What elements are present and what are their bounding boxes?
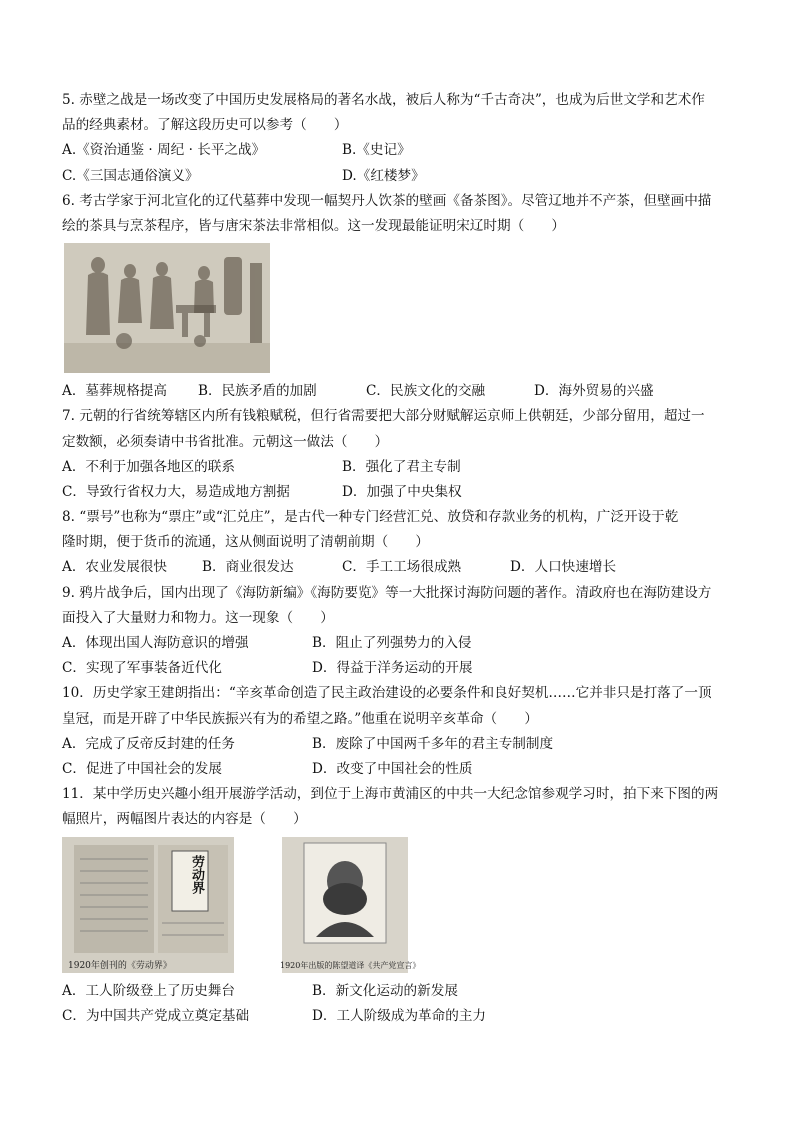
q10-options-row2 <box>62 757 734 782</box>
q11-photo1-title: 劳动界 <box>189 854 204 894</box>
q6-mural-image <box>64 243 270 373</box>
q6-option-d: D．海外贸易的兴盛 <box>534 383 654 400</box>
q10-option-d: D．改变了中国社会的性质 <box>312 760 473 777</box>
newspaper-illustration <box>62 837 234 973</box>
q9-stem-line2: 面投入了大量财力和物力。这一现象（ ） <box>62 609 334 626</box>
q5-option-b: B.《史记》 <box>342 142 411 159</box>
q11-photo2-caption: 1920年出版的陈望道译《共产党宣言》 <box>280 960 421 970</box>
q11-option-d: D．工人阶级成为革命的主力 <box>312 1007 487 1024</box>
q5-options-row1 <box>62 138 734 163</box>
q6-option-b: B．民族矛盾的加剧 <box>198 383 317 400</box>
q5-options-row2 <box>62 164 734 189</box>
q10-stem-line1: 10．历史学家王建朗指出：“辛亥革命创造了民主政治建设的必要条件和良好契机……它并非只是打落了一顶 <box>62 685 712 702</box>
q7-option-c: C．导致行省权力大，易造成地方割据 <box>62 483 290 500</box>
q8-option-d: D．人口快速增长 <box>510 559 617 576</box>
q7-option-a: A．不利于加强各地区的联系 <box>62 458 235 475</box>
q6-options <box>62 379 734 404</box>
q8-option-c: C．手工工场很成熟 <box>342 559 462 576</box>
q11-option-b: B．新文化运动的新发展 <box>312 982 458 999</box>
q10-option-b: B．废除了中国两千多年的君主专制制度 <box>312 735 554 752</box>
q11-option-a: A．工人阶级登上了历史舞台 <box>62 982 235 999</box>
q11-options-row1 <box>62 979 734 1004</box>
q6-option-a: A．墓葬规格提高 <box>62 383 167 400</box>
q6-stem-line1: 6. 考古学家于河北宣化的辽代墓葬中发现一幅契丹人饮茶的壁画《备茶图》。尽管辽地并不产茶，但壁画中描 <box>62 192 712 209</box>
q10-stem-line2: 皇冠，而是开辟了中华民族振兴有为的希望之路。”他重在说明辛亥革命（ ） <box>62 710 538 727</box>
q11-photo-manifesto <box>280 837 421 973</box>
q11-photo1-caption: 1920年创刊的《劳动界》 <box>68 960 172 971</box>
q6-option-c: C．民族文化的交融 <box>366 383 486 400</box>
q5-stem-line1: 5. 赤壁之战是一场改变了中国历史发展格局的著名水战，被后人称为“千古奇决”，也成为后世文学和艺术作 <box>62 92 705 108</box>
q6-stem-line2: 绘的茶具与烹茶程序，皆与唐宋茶法非常相似。这一发现最能证明宋辽时期（ ） <box>62 217 565 234</box>
q5-stem-line2: 品的经典素材。了解这段历史可以参考（ ） <box>62 117 348 134</box>
q9-option-a: A．体现出国人海防意识的增强 <box>62 635 249 651</box>
portrait-illustration <box>280 837 421 973</box>
q9-options-row1 <box>62 631 734 656</box>
q8-stem-line1: 8. “票号”也称为“票庄”或“汇兑庄”，是古代一种专门经营汇兑、放贷和存款业务的机构，广泛开设于乾 <box>62 509 679 526</box>
q7-options-row1 <box>62 455 734 480</box>
q8-stem-line2: 隆时期，便于货币的流通，这从侧面说明了清朝前期（ ） <box>62 534 430 551</box>
q8-option-a: A．农业发展很快 <box>62 559 167 576</box>
exam-page <box>62 88 734 1029</box>
q11-stem-line2: 幅照片，两幅图片表达的内容是（ ） <box>62 811 307 828</box>
q9-option-d: D．得益于洋务运动的开展 <box>312 660 473 677</box>
q9-stem-line1: 9. 鸦片战争后，国内出现了《海防新编》《海防要览》等一大批探讨海防问题的著作。清政府也在海防建设方 <box>62 584 712 601</box>
q11-options-row2 <box>62 1004 734 1029</box>
q7-option-b: B．强化了君主专制 <box>342 458 461 475</box>
q7-stem-line2: 定数额，必须奏请中书省批准。元朝这一做法（ ） <box>62 433 389 450</box>
q9-options-row2 <box>62 656 734 681</box>
q11-photo-laodongjie <box>62 837 234 973</box>
q7-stem-line1: 7. 元朝的行省统筹辖区内所有钱粮赋税，但行省需要把大部分财赋解运京师上供朝廷，少部分留用，超过一 <box>62 408 705 425</box>
q8-options <box>62 555 734 580</box>
q11-stem-line1: 11．某中学历史兴趣小组开展游学活动，到位于上海市黄浦区的中共一大纪念馆参观学习时，拍下来下图的两 <box>62 786 719 803</box>
q11-option-c: C．为中国共产党成立奠定基础 <box>62 1007 250 1024</box>
q11-photos <box>62 837 734 973</box>
q5-option-c: C.《三国志通俗演义》 <box>62 167 199 184</box>
q9-option-c: C．实现了军事装备近代化 <box>62 660 222 677</box>
q10-option-c: C．促进了中国社会的发展 <box>62 760 222 777</box>
q7-options-row2 <box>62 480 734 505</box>
q10-option-a: A．完成了反帝反封建的任务 <box>62 735 235 752</box>
q7-option-d: D．加强了中央集权 <box>342 483 462 500</box>
q10-options-row1 <box>62 732 734 757</box>
q5-option-a: A.《资治通鉴 · 周纪 · 长平之战》 <box>62 142 266 159</box>
q8-option-b: B．商业很发达 <box>202 559 294 576</box>
q9-option-b: B．阻止了列强势力的入侵 <box>312 635 472 651</box>
q5-option-d: D.《红楼梦》 <box>342 167 425 184</box>
mural-illustration <box>64 243 270 373</box>
